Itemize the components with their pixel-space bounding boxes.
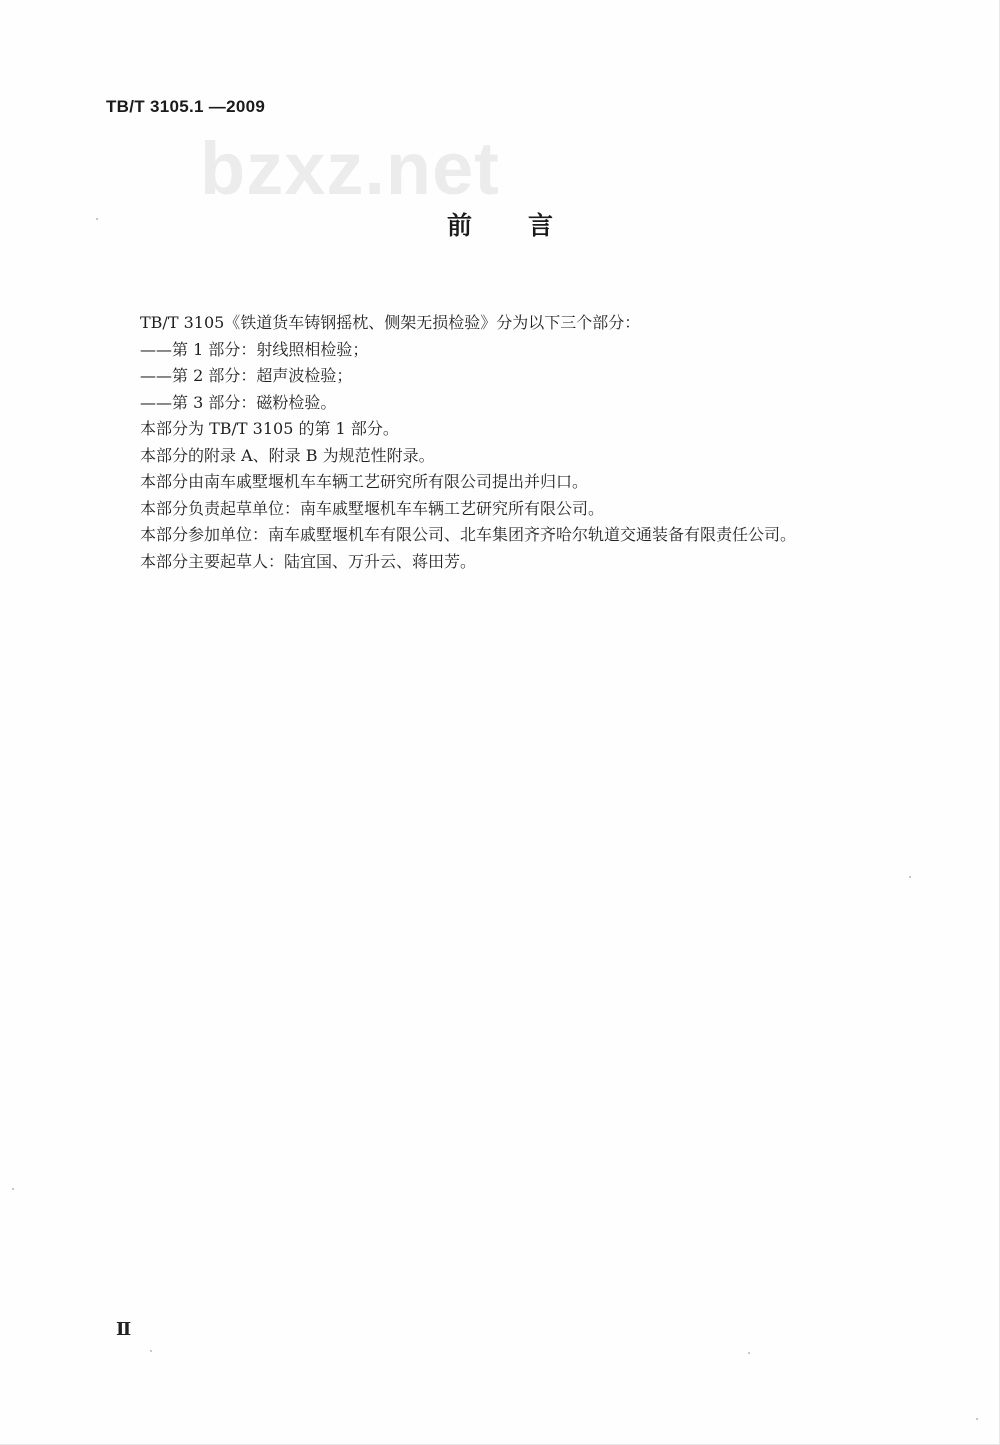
paragraph-drafting-unit: 本部分负责起草单位：南车戚墅堰机车车辆工艺研究所有限公司。 (140, 498, 605, 518)
scan-speck (748, 1352, 750, 1354)
page-title: 前言 (446, 211, 609, 240)
paragraph-intro: TB/T 3105《铁道货车铸钢摇枕、侧架无损检验》分为以下三个部分： (140, 313, 641, 332)
page-number: Ⅱ (116, 1319, 132, 1340)
list-item-part-2: ——第 2 部分：超声波检验； (140, 366, 353, 385)
paragraph-drafters: 本部分主要起草人：陆宜国、万升云、蒋田芳。 (140, 551, 477, 571)
standard-code: TB/T 3105.1 —2009 (106, 97, 266, 116)
scan-speck (909, 876, 911, 878)
list-item-part-3: ——第 3 部分：磁粉检验。 (140, 392, 337, 412)
list-item-part-1: ——第 1 部分：射线照相检验； (140, 339, 369, 359)
scan-speck (12, 1188, 14, 1190)
foreword-body (140, 310, 920, 575)
paragraph-part-statement: 本部分为 TB/T 3105 的第 1 部分。 (140, 419, 399, 438)
scan-speck (96, 218, 98, 220)
paragraph-participating-units: 本部分参加单位：南车戚墅堰机车有限公司、北车集团齐齐哈尔轨道交通装备有限责任公司。 (140, 525, 797, 544)
watermark: bzxz.net (200, 127, 500, 210)
scan-speck (976, 1418, 978, 1420)
paragraph-proposer: 本部分由南车戚墅堰机车车辆工艺研究所有限公司提出并归口。 (140, 472, 589, 491)
scan-speck (150, 1350, 152, 1352)
paragraph-appendix: 本部分的附录 A、附录 B 为规范性附录。 (140, 445, 435, 465)
